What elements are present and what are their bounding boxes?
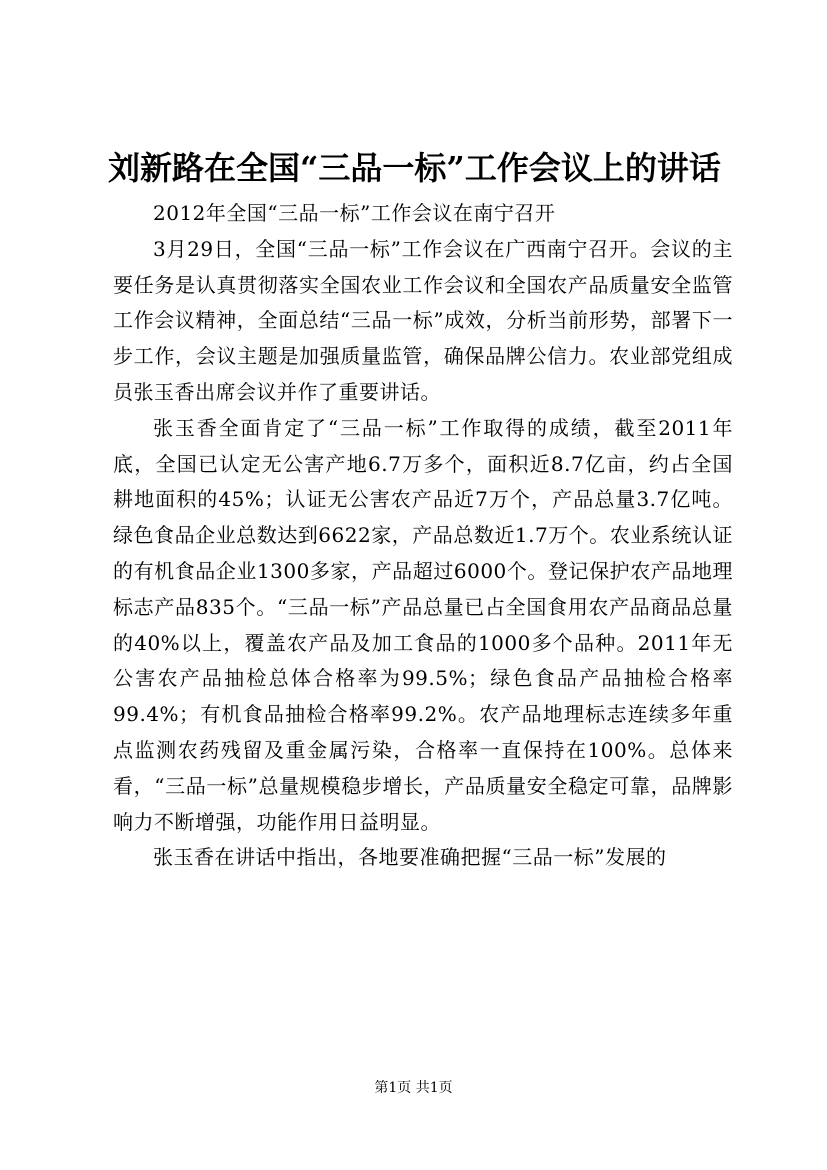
paragraph-speech-point: 张玉香在讲话中指出，各地要准确把握“三品一标”发展的 [153,845,667,870]
document-title: 刘新路在全国“三品一标”工作会议上的讲话 [108,149,721,187]
document-body [113,196,733,876]
paragraph-meeting-overview: 3月29日，全国“三品一标”工作会议在广西南宁召开。会议的主要任务是认真贯彻落实全国农业工作会议和全国农产品质量安全监管工作会议精神，全面总结“三品一标”成效，分析当前形势，部署下一步工作，会议主题是加强质量监管，确保品牌公信力。农业部党组成员张玉香出席会议并作了重要讲话。 [113,236,733,404]
paragraph-subheading: 2012年全国“三品一标”工作会议在南宁召开 [153,201,556,225]
page-footer: 第1页 共1页 [374,1080,453,1096]
paragraph-achievements: 张玉香全面肯定了“三品一标”工作取得的成绩，截至2011年底，全国已认定无公害产地6.7万多个，面积近8.7亿亩，约占全国耕地面积的45%；认证无公害农产品近7万个，产品总量3.7亿吨。绿色食品企业总数达到6622家，产品总数近1.7万个。农业系统认证的有机食品企业1300多家，产品超过6000个。登记保护农产品地理标志产品835个。“三品一标”产品总量已占全国食用农产品商品总量的40%以上，覆盖农产品及加工食品的1000多个品种。2011年无公害农产品抽检总体合格率为99.5%；绿色食品产品抽检合格率99.4%；有机食品抽检合格率99.2%。农产品地理标志连续多年重点监测农药残留及重金属污染，合格率一直保持在100%。总体来看，“三品一标”总量规模稳步增长，产品质量安全稳定可靠，品牌影响力不断增强，功能作用日益明显。 [113,415,733,834]
